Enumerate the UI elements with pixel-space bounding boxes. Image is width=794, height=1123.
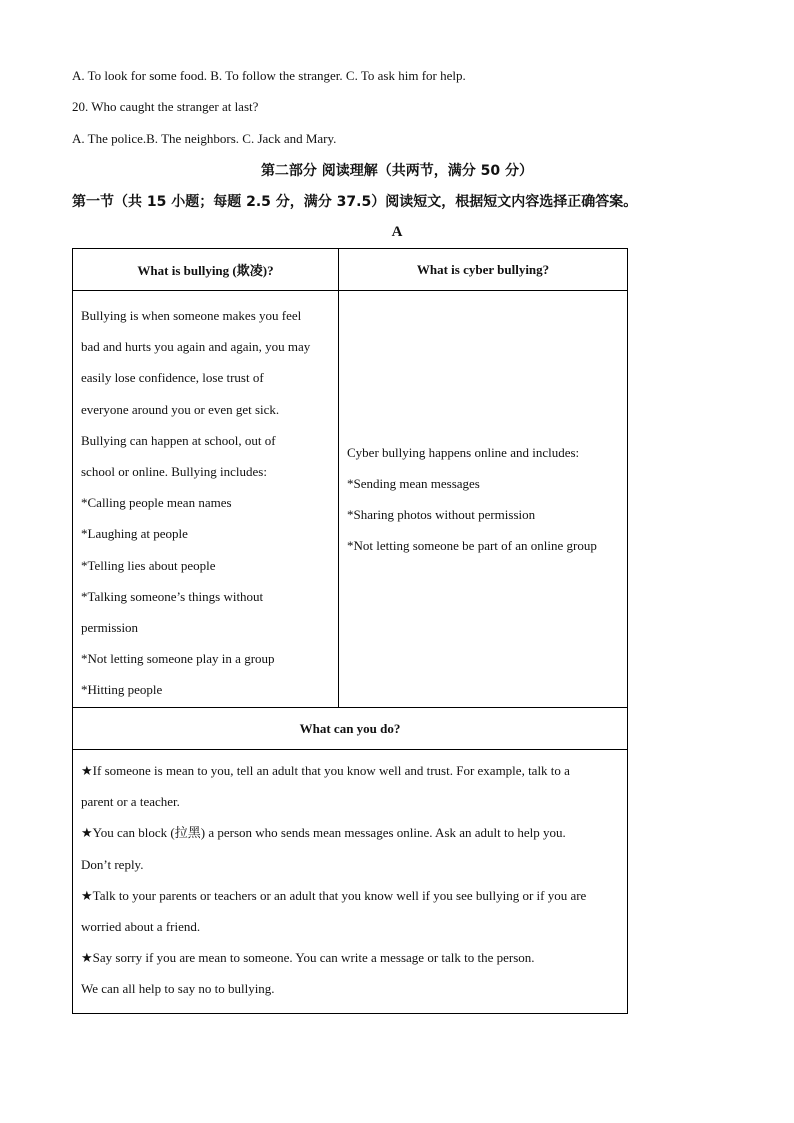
col1-line: *Not letting someone play in a group: [81, 651, 275, 667]
col1-line: bad and hurts you again and again, you may: [81, 339, 311, 355]
section-title: 第二部分 阅读理解（共两节，满分 50 分）: [260, 163, 534, 179]
section-instruction: 第一节（共 15 小题；每题 2.5 分，满分 37.5）阅读短文，根据短文内容选择正确答案。: [72, 194, 638, 210]
col1-line: *Telling lies about people: [81, 557, 216, 573]
q20-question: 20. Who caught the stranger at last?: [72, 99, 259, 114]
advice-line: Don’t reply.: [81, 856, 144, 872]
bottom-header: What can you do?: [73, 708, 628, 750]
col2-line: *Not letting someone be part of an online group: [347, 538, 597, 554]
advice-line: ★Say sorry if you are mean to someone. You can write a message or talk to the person.: [81, 950, 535, 966]
col1-line: everyone around you or even get sick.: [81, 401, 280, 417]
passage-letter: A: [391, 224, 403, 240]
advice-line: ★If someone is mean to you, tell an adult that you know well and trust. For example, talk to a: [81, 763, 570, 778]
cyber-bullying-cell: [339, 291, 628, 708]
col2-line: Cyber bullying happens online and includes:: [347, 444, 580, 460]
col1-line: permission: [81, 620, 139, 636]
col1-line: *Laughing at people: [81, 526, 188, 542]
col2-line: *Sending mean messages: [347, 475, 480, 491]
advice-line: We can all help to say no to bullying.: [81, 981, 275, 997]
col2-line: *Sharing photos without permission: [347, 507, 536, 522]
col1-line: *Hitting people: [81, 682, 163, 698]
col1-line: school or online. Bullying includes:: [81, 464, 267, 480]
advice-line: ★Talk to your parents or teachers or an adult that you know well if you see bullying or if you are: [81, 887, 587, 903]
advice-line: worried about a friend.: [81, 919, 201, 935]
what-can-you-do-cell: [73, 750, 628, 1014]
advice-line: parent or a teacher.: [81, 794, 180, 810]
q20-options: A. The police.B. The neighbors. C. Jack and Mary.: [72, 131, 337, 146]
col1-line: Bullying can happen at school, out of: [81, 432, 276, 448]
col1-line: *Talking someone’s things without: [81, 588, 264, 604]
col1-header: What is bullying (欺凌)?: [73, 249, 339, 291]
advice-line: ★You can block (拉黑) a person who sends mean messages online. Ask an adult to help you.: [81, 825, 566, 841]
col1-line: *Calling people mean names: [81, 495, 232, 511]
col1-line: Bullying is when someone makes you feel: [81, 308, 302, 323]
col2-header: What is cyber bullying?: [339, 249, 628, 291]
q19-options: A. To look for some food. B. To follow the stranger. C. To ask him for help.: [72, 68, 466, 83]
bullying-definition-cell: [73, 291, 339, 708]
bullying-table: [72, 248, 628, 1014]
col1-line: easily lose confidence, lose trust of: [81, 370, 264, 386]
